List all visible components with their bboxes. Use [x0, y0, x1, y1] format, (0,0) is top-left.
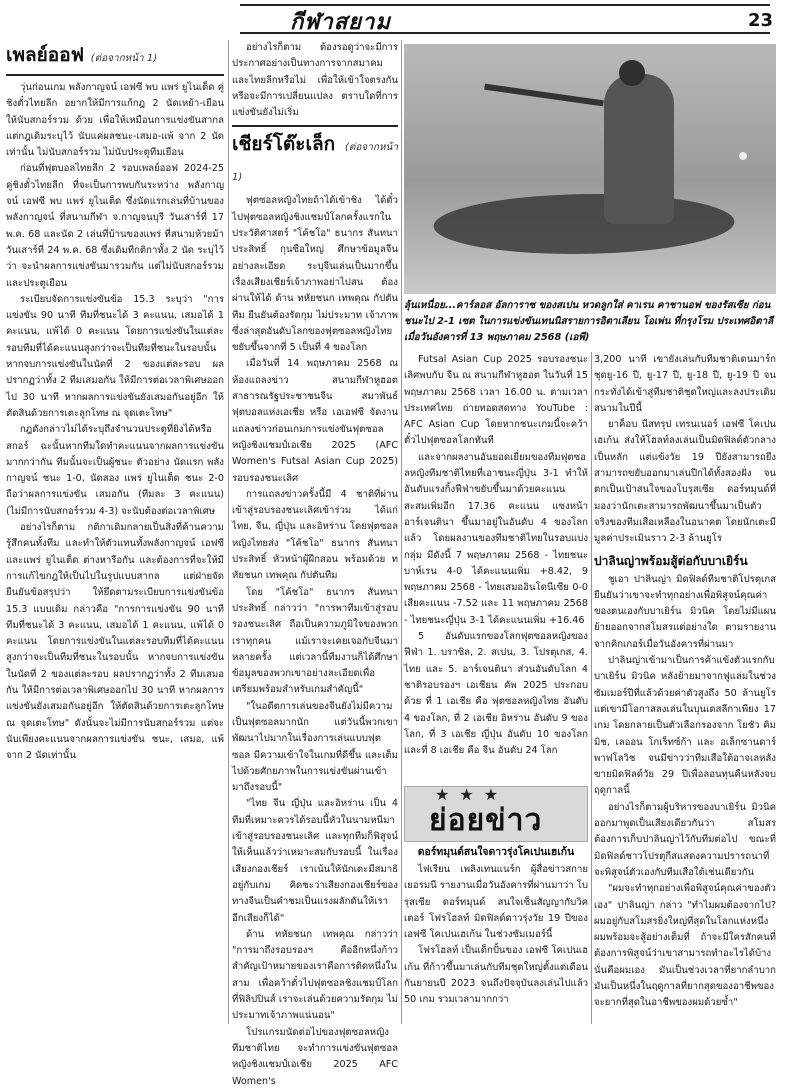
paragraph: โปรแกรมนัดต่อไปของฟุตซอลหญิงทีมชาติไทย จะทำการแข่งขันฟุตซอลหญิงชิงแชมป์เอเชีย 2025 AFC Women's [232, 1026, 398, 1087]
article-playoff-headline [6, 42, 224, 72]
column-divider [228, 40, 229, 1024]
brief-article [404, 862, 588, 1024]
headline-text: เชียร์โต๊ะเล็ก [232, 133, 336, 156]
paragraph: เมื่อวันที่ 14 พฤษภาคม 2568 ณ ห้องแถลงข่าว สนามกีฬาหูฮอต สาธารณรัฐประชาชนจีน สมาพันธ์ฟุตบอลแห่งเอเชีย หรือ เอเอฟซี จัดงานแถลงข่าวก่อนเกมการแข่งขันฟุตซอลหญิงชิงแชมป์เอเชีย 2025 (AFC Women's Futsal Asian Cup 2025) รอบรองชนะเลิศ [232, 358, 398, 484]
paragraph: กฎดังกล่าวไม่ได้ระบุถึงจำนวนประตูที่ยิงได้หรือ สกอร์ ฉะนั้นหากทีมใดทำคะแนนจากผลการแข่งขันมากกว่ากัน ทีมนั้นจะเป็นผู้ชนะ ตัวอย่าง นัดแรก พลังกาญจน์ ชนะ 1-0, นัดสอง แพร่ ยูไนเต็ด ชนะ 2-0 ถือว่าผลการแข่งขัน เสมอกัน (ทีมละ 3 คะแนน) (ไม่มีการนับสกอร์รวม 4-3) จะนับต้องต่อเวลาพิเศษ [6, 424, 224, 517]
article-futsal [232, 40, 398, 1087]
headline-rule [232, 125, 398, 127]
paragraph: "ผมจะทำทุกอย่างเพื่อพิสูจน์คุณค่าของตัวเอง" ปาลินญ่า กล่าว "ทำไมผมต้องจากไป? ผมอยู่กับสโมสรยิ่งใหญ่ที่สุดในโลกแห่งหนึ่ง ผมพร้อมจะสู้อย่างเต็มที่ ถ้าจะมีใครสักคนที่ต้องการพิสูจน์ว่าเขาสามารถทำอะไรได้บ้าง นั่นคือผมเอง มันเป็นช่วงเวลาที่ยากลำบาก มันเป็นหนึ่งในฤดูกาลที่ยากสุดของอาชีพของจะยากที่สุดในอาชีพของผมด้วยซ้ำ" [594, 883, 776, 1009]
continued-label: (ต่อจากหน้า 1) [90, 53, 158, 64]
paragraph: ชูเอา ปาลินญ่า มิดฟิลด์ทีมชาติโปรตุเกสยืนยันว่าเขาจะทำทุกอย่างเพื่อพิสูจน์คุณค่าของตนเองกับบาเยิร์น มิวนิค โดยไม่มีแผนย้ายออกจากสโมสรแต่อย่างใด ตามรายงานจากคิกเกอร์เมื่อวันอังคารที่ผ่านมา [594, 573, 776, 650]
article-futsal-headline [232, 131, 398, 191]
paragraph: อย่างไรก็ตาม กติกาเดิมกลายเป็นสิ่งที่ค้านความรู้สึกคนทั้งทีม และทำให้ตัวแทนทั้งพลังกาญจน์ เอฟซี และแพร่ ยูไนเต็ด ต่างหารือกัน และต้องการที่จะให้มีการแก้ไขกฎให้เป็นไปในรูปแบบสากล แต่ฝ่ายจัดยืนยันข้อสรุปว่า ให้ยึดตามระเบียบการแข่งขันข้อ 15.3 แบบเดิม กล่าวคือ "การการแข่งขัน 90 นาที ทีมที่ชนะได้ 3 คะแนน, เสมอได้ 1 คะแนน, แพ้ได้ 0 คะแนน โดยการแข่งขันในแต่ละรอบทีมที่ได้คะแนนสูงกว่าจะเป็นทีมที่ชนะในรอบนั้น หากจบการแข่งขันในนัดที่ 2 ของแต่ละรอบ ผลปรากฏว่าทั้ง 2 ทีมเสมอกัน ให้มีการต่อเวลาพิเศษออกไป 30 นาที หากผลการแข่งขันยังเสมอกันอยู่อีก ให้ตัดสินด้วยการเตะลูกโทษ ณ จุดเตะโทษ" ดังนั้นจะไม่มีการนับสกอร์รวม แต่จะนับเพียงคะแนนจากผลการแข่งขัน ชนะ, เสมอ, แพ้ จาก 2 นัดเท่านั้น [6, 522, 224, 762]
paragraph: ยาค็อบ นีสทรุป เทรนเนอร์ เอฟซี โคเปนเฮเก้น ส่งให้โฮลท์ลงเล่นเป็นมิดฟิลด์ตัวกลางเป็นหลัก แต่แข้งวัย 19 ปียังสามารถยึงสามารถขยับออกมาเล่นปีกได้ทั้งสองฝั่ง จนตกเป็นเป้าสนใจของโบรุสเซีย ดอร์ทมุนด์ที่มองว่านักเตะสามารถพัฒนาขึ้นมาเป็นตัวจริงของทีมเสือเหลืองในอนาคต โดยนักเตะมีมูลค่าประเมินราว 2-3 ล้านยูโร [594, 419, 776, 545]
photo-shadow [423, 194, 745, 254]
column-divider [401, 40, 402, 1024]
page-number: 23 [747, 10, 773, 31]
paragraph: วุ่นก่อนเกม พลังกาญจน์ เอฟซี พบ แพร่ ยูไนเต็ด คู่ชิงตั๋วไทยลีก อยากให้มีการแก้กฎ 2 นัดเหย้า-เยือน ให้นับสกอร์รวม ด้วย เพื่อให้เหมือนการแข่งขันสากล แต่กฎเดิมระบุไว้ นับแค่ผลชนะ-เสมอ-แพ้ จาก 2 นัดเท่านั้น ไม่นับสกอร์รวม ไม่นับประตูทีมเยือน [6, 82, 224, 159]
article-playoff [6, 40, 224, 1024]
paragraph: 3,200 นาที เขายังเล่นกับทีมชาติเดนมาร์กชุดยู-16 ปี, ยู-17 ปี, ยู-18 ปี, ยู-19 ปี จนกระทั่งได้เข้าสู่ทีมชาติชุดใหญ่และลงประเดิมสนามในปีนี้ [594, 354, 776, 414]
paragraph: ระเบียบจัดการแข่งขันข้อ 15.3 ระบุว่า "การแข่งขัน 90 นาที ทีมที่ชนะได้ 3 คะแนน, เสมอได้ 1 คะแนน, แพ้ได้ 0 คะแนน โดยการแข่งขันในแต่ละรอบทีมที่ได้คะแนนสูงกว่าจะเป็นทีมที่ชนะในรอบนั้น หากจบการแข่งขันในนัดที่ 2 ของแต่ละรอบ ผลปรากฏว่าทั้ง 2 ทีมเสมอกัน ให้มีการต่อเวลาพิเศษออกไป 30 นาที หากผลการแข่งขันยังเสมอกันอยู่อีก ให้ตัดสินด้วยการเตะลูกโทษ ณ จุดเตะโทษ" [6, 293, 224, 419]
paragraph: การแถลงข่าวครั้งนี้มี 4 ชาติที่ผ่านเข้าสู่รอบรองชนะเลิศเข้าร่วม ได้แก่ ไทย, จีน, ญี่ปุ่น และอิหร่าน โดยฟุตซอลหญิงไทยส่ง "โค้ชโอ" ธนากร สันทนาประสิทธิ์ หัวหน้าผู้ฝึกสอน พร้อมด้วย ทหัยชนก เทพคุณ กัปตันทีม [232, 488, 398, 582]
paragraph: โฟรโฮลท์ เป็นเด็กปั้นของ เอฟซี โคเปนเฮเก้น ที่ก้าวขึ้นมาเล่นกับทีมชุดใหญ่ตั้งแต่เดือนกันยายนปี 2023 จนถึงปัจจุบันลงเล่นไปแล้ว 50 เกม รวมเวลามากกว่า [404, 945, 588, 1006]
paragraph: อย่างไรก็ตามผู้บริหารของบาเยิร์น มิวนิค ออกมาพูดเป็นเสียงเดียวกันว่า สโมสรต้องการเก็บปาลินญ่าไว้กับทีมต่อไป ขณะที่มิดฟิลด์ชาวโปรตุกีสแสดงความปรารถนาที่จะพิสูจน์ตัวเองกับทีมเสือใต้เช่นเดียวกัน [594, 801, 776, 878]
paragraph: ก่อนที่ฟุตบอลไทยลีก 2 รอบเพลย์ออฟ 2024-25 คู่ชิงตั๋วไทยลีก ที่จะเป็นการพบกันระหว่าง พลังกาญจน์ เอฟซี พบ แพร่ ยูไนเต็ด ซึ่งนัดแรกเล่นที่บ้านของพลังกาญจน์ ที่สนามกีฬา จ.กาญจนบุรี วันเสาร์ที่ 17 พ.ค. 68 และนัด 2 เล่นที่บ้านของแพร่ ที่สนามห้วยม้า วันเสาร์ที่ 24 พ.ค. 68 ซึ่งเดิมทีกติกาทั้ง 2 นัด ระบุไว้ว่า จะนำผลการแข่งขันมารวมกัน แต่ไม่นับสกอร์รวม และประตูเยือน [6, 163, 224, 289]
column-divider [591, 352, 592, 1024]
photo-racket [484, 84, 604, 107]
photo-player-head [619, 60, 645, 86]
headline-rule [6, 74, 224, 76]
article-futsal-continued [404, 352, 588, 786]
photo-player [604, 74, 674, 224]
paragraph: "ไทย จีน ญี่ปุ่น และอิหร่าน เป็น 4 ทีมที่เหมาะควรได้รอบนี้หัวในนามหนีมาเข้าสู่รอบรองชนะเลิศ และทุกทีมก็ฟิสูจน์ให้เห็นแล้วว่าเหมาะสมกับรอบนี้ ในเรื่องเสียงกองเชียร์ เราเน้นให้นักเตะมีสมาธิอยู่กับเกม คิดชะว่าเสียงกองเชียร์ของทางจีนเป็นคำชมเป็นแรงผลักดันให้เราอีกเสียงก็ได้" [232, 798, 398, 924]
paragraph: Futsal Asian Cup 2025 รอบรองชนะเลิศพบกับ จีน ณ สนามกีฬาหูฮอต ในวันที่ 15 พฤษภาคม 2568 เวลา 16.00 น. ตามเวลาประเทศไทย ถ่ายทอดสดทาง YouTube : AFC Asian Cup โดยหากชนะเกมนี้จะคว้าตั๋วไปฟุตซอลโลกทันที [404, 354, 588, 447]
paragraph: ฟุตซอลหญิงไทยถ้าได้เข้าชิง ได้ตั๋วไปฟุตซอลหญิงชิงแชมป์โลกครั้งแรกในประวัติศาสตร์ "โค้ชโอ" ธนากร สันทนาประสิทธิ์ กุนซือใหญ่ ศึกษาข้อมูลจีนอย่างละเอียด ระบุจีนเล่นเป็นมากขึ้น เรื่องเสียงเชียร์เจ้าภาพอย่าไปสน ต้องผ่านให้ได้ ด้าน ทหัยชนก เทพคุณ กัปตันทีม ยืนยันต้องรัดกุม ไม่ประมาท เจ้าภาพ ซึ่งล่าสุดอันดับโลกของฟุตซอลหญิงไทยขยับขึ้นจากที่ 5 เป็นที่ 4 ของโลก [232, 195, 398, 354]
masthead [0, 0, 785, 38]
continued-label: (ต่อจากหน้า 1) [232, 142, 398, 184]
photo-caption: ลุ้นเหนื่อย...คาร์ลอส อัลการาซ ของสเปน หวดลูกใส่ คาเรน คาชานอฟ ของรัสเซีย ก่อนชนะไป 2-1 เซต ในการแข่งขันเทนนิสรายการอิตาเลียน โอเพ่น ที่กรุงโรม ประเทศอิตาลี เมื่อวันอังคารที่ 13 พฤษภาคม 2568 (เอพี) [404, 300, 774, 343]
brief-headline: ดอร์ทมุนด์สนใจดาวรุ่งโคเปนเฮเก้น [417, 846, 575, 858]
paragraph: ด้าน ทหัยชนก เทพคุณ กล่าวว่า "การมาถึงรอบรองฯ คืออีกหนึ่งก้าวสำคัญเป้าหมายของเราคือการติดหนึ่งในสาม เพื่อคว้าตั๋วไปฟุตซอลชิงแชมป์โลกที่ฟิลิปปินส์ เราจะเล่นด้วยความรัดกุม ไม่ประมาทเจ้าภาพแน่นอน" [232, 928, 398, 1022]
brief-news-label: ย่อยข่าว [429, 803, 543, 838]
tennis-photo [404, 44, 776, 294]
paragraph: โดย "โค้ชโอ" ธนากร สันทนาประสิทธิ์ กล่าวว่า "การพาทีมเข้าสู่รอบรองชนะเลิศ ถือเป็นความภูมิใจของพวกเราทุกคน แม้เราจะเคยเจอกับจีนมาหลายครั้ง แต่เวลานี้ทีมงานก็ได้ศึกษาข้อมูลของพวกเขาอย่างละเอียดเพื่อเตรียมพร้อมสำหรับเกมสำคัญนี้" [232, 586, 398, 696]
article-palhinha [594, 352, 776, 1024]
masthead-title: กีฬาสยาม [290, 10, 391, 35]
photo-ball [739, 152, 747, 160]
paragraph: 5 อันดับแรกของโลกฟุตซอลหญิงของฟีฟ่า 1. บราซิล, 2. สเปน, 3. โปรตุเกส, 4. ไทย และ 5. อาร์เจนตินา ส่วนอันดับโลก 4 ชาติรอบรองฯ เอเชียน คัพ 2025 ประกอบด้วย ที่ 1 เอเชีย คือ ฟุตซอลหญิงไทย อันดับ 4 ของโลก, ที่ 2 เอเชีย อิหร่าน อันดับ 9 ของโลก, ที่ 3 เอเชีย ญี่ปุ่น อันดับ 10 ของโลก และที่ 8 เอเชีย คือ จีน อันดับ 24 โลก [404, 631, 588, 757]
paragraph: ไฟเรียน เพลิงเทนแนร์ก ผู้สื่อข่าวสกาย เยอรมนี รายงานเมื่อวันอังคารที่ผ่านมาว่า โบรุสเซีย ดอร์ทมุนด์ สนใจเซ็นสัญญากับวิคเตอร์ โฟรโฮลท์ มิดฟิลด์ดาวรุ่งวัย 19 ปีของ เอฟซี โคเปนเฮเก้น ในช่วงซัมเมอร์นี้ [404, 864, 588, 941]
paragraph: อย่างไรก็ตาม ต้องรอดูว่าจะมีการประกาศอย่างเป็นทางการจากสมาคม และไทยลีกหรือไม่ เพื่อให้เข้าใจตรงกัน หรือจะมีการเปลี่ยนแปลง ตราบใดที่การแข่งขันยังไม่เริ่ม [232, 42, 398, 119]
brief-news-badge [404, 786, 588, 842]
paragraph: "ในอดีตการเล่นของจีนยังไม่มีความเป็นฟุตซอลมากนัก แต่วันนี้พวกเขาพัฒนาไปมากในเรื่องการเล่นแบบฟุตซอล มีความเข้าใจในเกมที่ดีขึ้น และเต็มไปด้วยศักยภาพในการแข่งขันผ่านเข้ามาถึงรอบนี้" [232, 700, 398, 794]
headline-text: เพลย์ออฟ [6, 44, 85, 66]
paragraph: ปาลินญ่าเข้ามาเป็นการค้าแข้งตัวแรกกับบาเยิร์น มิวนิค หลังย้ายมาจากฟูแล่มในช่วงซัมเมอร์ปีที่แล้วด้วยค่าตัวสูงถึง 50 ล้านยูโร แต่เขามีโอกาสลงเล่นในบุนเดสลีกาเพียง 17 เกม โดยกลายเป็นตัวเลือกรองจาก โยชัว คิมมิช, เลออน โกเร็ทซ์ก้า และ อเล็กซานดาร์ พาฟโลวิช จนมีข่าวว่าทีมเสือใต้อาจเลหลังขายมิดฟิลด์วัย 29 ปีเพื่อลอนทุนคืนหลังจบฤดูกาลนี้ [594, 655, 776, 797]
paragraph: และจากผลงานอันยอดเยี่ยมของทีมฟุตซอลหญิงทีมชาติไทยที่เอาชนะญี่ปุ่น 3-1 ทำให้อันดับแรงกิ้งฟีฟ่าขยับขึ้นมาด้วยคะแนนสะสมเพิ่มอีก 17.36 คะแนน แซงหน้าอาร์เจนตินา ขึ้นมาอยู่ในอันดับ 4 ของโลกแล้ว โดยผลงานของทีมชาติไทยในรอบแบ่งกลุ่ม มีดังนี้ 7 พฤษภาคม 2568 - ไทยชนะบาห์เรน 4-0 ได้คะแนนเพิ่ม +8.42, 9 พฤษภาคม 2568 - ไทยเสมออินโดนีเซีย 0-0 เสียคะแนน -7.52 และ 11 พฤษภาคม 2568 - ไทยชนะญี่ปุ่น 3-1 ได้คะแนนเพิ่ม +16.46 [404, 451, 588, 626]
star-icon: ★★★ [435, 785, 509, 804]
article-palhinha-headline: ปาลินญ่าพร้อมสู้ต่อกับบาเยิร์น [594, 553, 748, 568]
